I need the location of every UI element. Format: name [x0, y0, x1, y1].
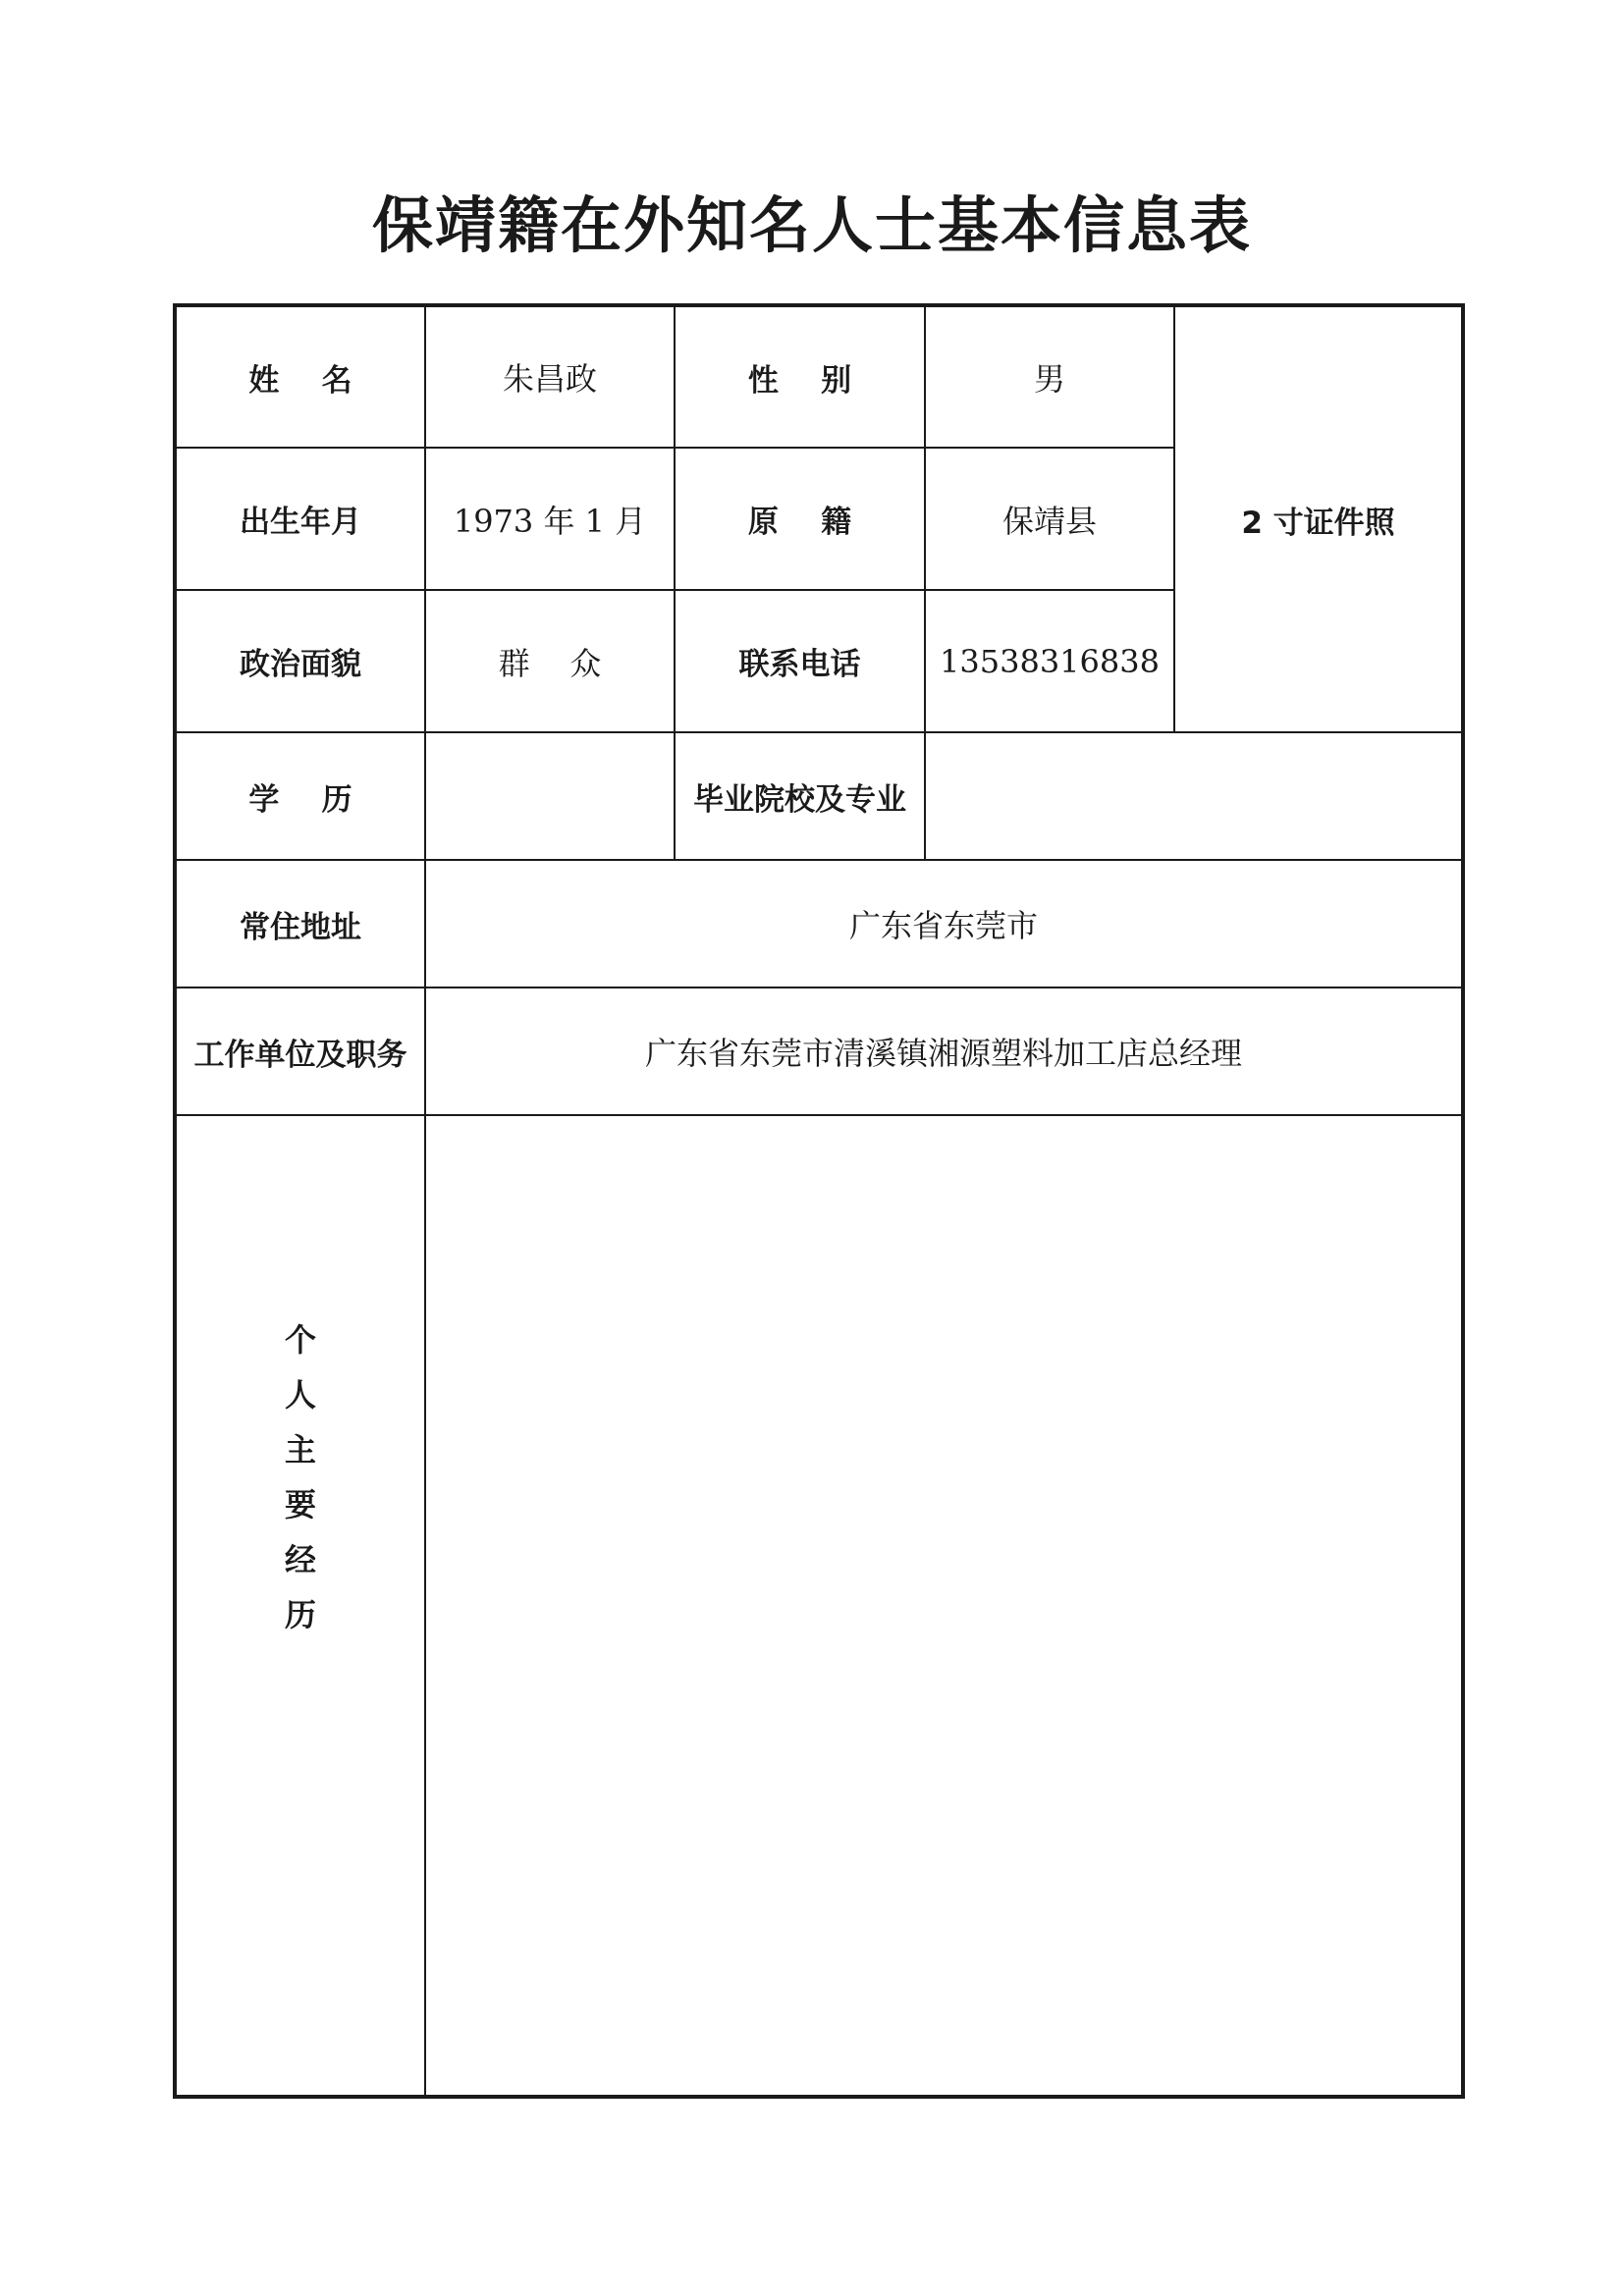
- row-address: [175, 860, 1463, 988]
- row-name: [175, 305, 1463, 448]
- photo-label: 2 寸证件照: [1241, 505, 1395, 541]
- political-label-cell: [175, 590, 425, 732]
- address-label-cell: [175, 860, 425, 988]
- experience-value-cell[interactable]: [425, 1115, 1463, 2097]
- political-value: 群 众: [498, 644, 602, 682]
- page-title: 保靖籍在外知名人士基本信息表: [371, 189, 1252, 261]
- gender-label-cell: [675, 305, 925, 448]
- gender-label: 性 别: [747, 362, 852, 399]
- political-label: 政治面貌: [240, 647, 361, 682]
- origin-label-cell: [675, 448, 925, 590]
- phone-label: 联系电话: [738, 647, 861, 682]
- work-label-cell: [175, 988, 425, 1115]
- photo-cell[interactable]: [1174, 305, 1463, 732]
- education-label-cell: [175, 732, 425, 860]
- experience-label: 个人主要经历: [284, 1321, 316, 1633]
- birth-value: 1973 年 1 月: [453, 502, 647, 540]
- work-value: 广东省东莞市清溪镇湘源塑料加工店总经理: [644, 1035, 1242, 1072]
- political-value-cell[interactable]: [425, 590, 675, 732]
- origin-value: 保靖县: [1001, 502, 1097, 540]
- name-label: 姓 名: [248, 362, 352, 399]
- gender-value-cell[interactable]: [925, 305, 1174, 448]
- row-experience: [175, 1115, 1463, 2097]
- address-value: 广东省东莞市: [848, 907, 1038, 944]
- phone-value: 13538316838: [940, 642, 1160, 680]
- origin-label: 原 籍: [747, 505, 852, 540]
- address-label: 常住地址: [240, 909, 361, 945]
- school-label: 毕业院校及专业: [693, 781, 906, 818]
- education-value-cell[interactable]: [425, 732, 675, 860]
- name-value-cell[interactable]: [425, 305, 675, 448]
- school-value-cell[interactable]: [925, 732, 1463, 860]
- row-work: [175, 988, 1463, 1115]
- address-value-cell[interactable]: [425, 860, 1463, 988]
- name-value: 朱昌政: [502, 360, 597, 398]
- phone-label-cell: [675, 590, 925, 732]
- school-label-cell: [675, 732, 925, 860]
- row-education: [175, 732, 1463, 860]
- info-table: [173, 303, 1465, 2099]
- name-label-cell: [175, 305, 425, 448]
- experience-label-cell: [175, 1115, 425, 2097]
- phone-value-cell[interactable]: [925, 590, 1174, 732]
- education-label: 学 历: [248, 781, 352, 818]
- origin-value-cell[interactable]: [925, 448, 1174, 590]
- work-value-cell[interactable]: [425, 988, 1463, 1115]
- birth-label: 出生年月: [240, 505, 361, 540]
- birth-value-cell[interactable]: [425, 448, 675, 590]
- work-label: 工作单位及职务: [193, 1037, 407, 1073]
- gender-value: 男: [1033, 360, 1065, 398]
- birth-label-cell: [175, 448, 425, 590]
